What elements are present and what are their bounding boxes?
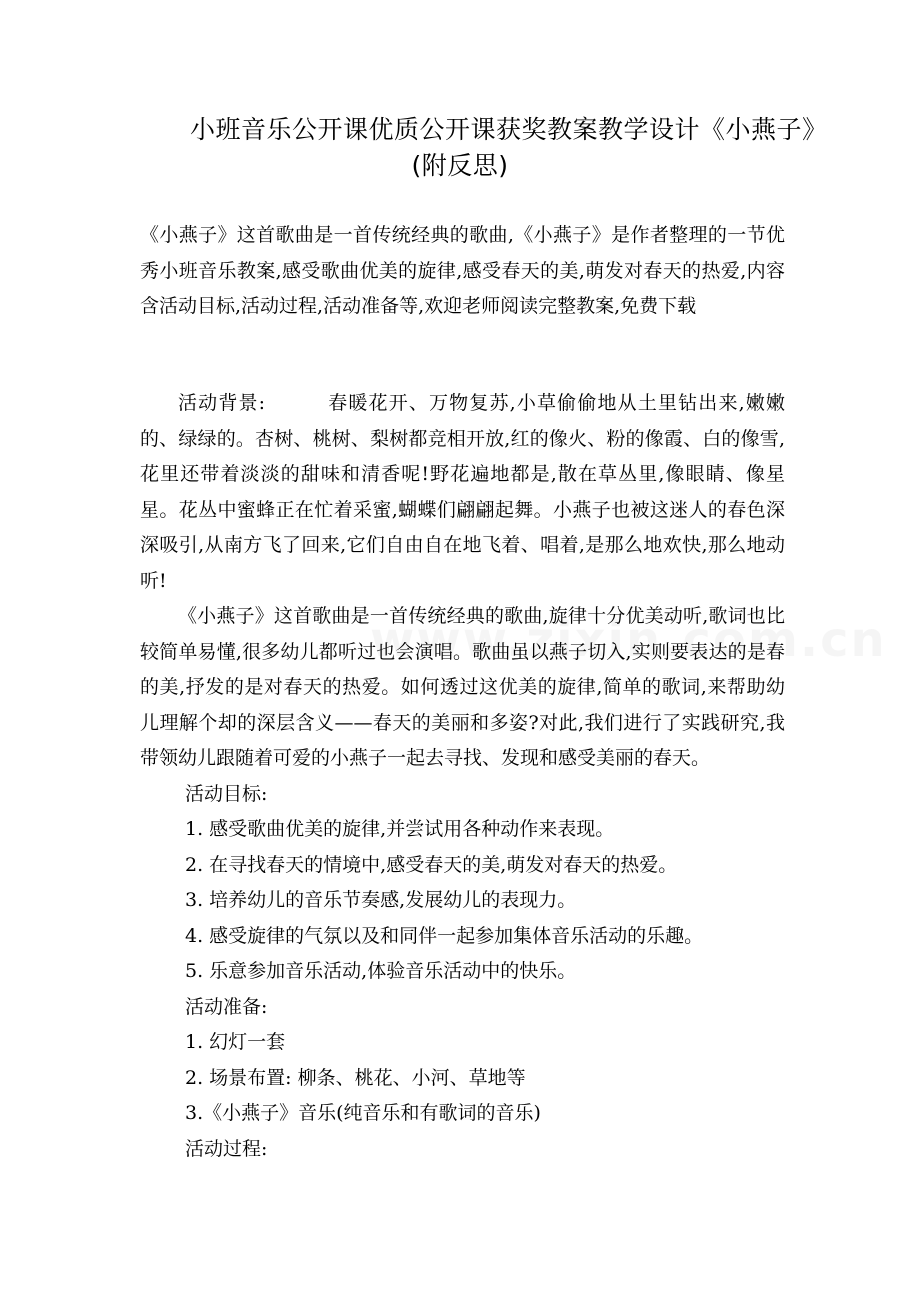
goal-item: 4. 感受旋律的气氛以及和同伴一起参加集体音乐活动的乐趣。 xyxy=(185,924,704,947)
intro-section xyxy=(140,218,785,325)
intro-paragraph: 《小燕子》这首歌曲是一首传统经典的歌曲,《小燕子》是作者整理的一节优秀小班音乐教案,感受歌曲优美的旋律,感受春天的美,萌发对春天的热爱,内容含活动目标,活动过程,活动准备等,欢迎老师阅读完整教案,免费下载 xyxy=(140,224,785,317)
goal-item: 2. 在寻找春天的情境中,感受春天的美,萌发对春天的热爱。 xyxy=(185,853,678,876)
watermark xyxy=(370,612,887,668)
process-heading: 活动过程: xyxy=(185,1137,268,1160)
background-text: 春暖花开、万物复苏,小草偷偷地从土里钻出来,嫩嫩的、绿绿的。杏树、桃树、梨树都竞相开放,红的像火、粉的像霞、白的像雪,花里还带着淡淡的甜味和清香呢!野花遍地都是,散在草丛里,像眼睛、像星星。花丛中蜜蜂正在忙着采蜜,蝴蝶们翩翩起舞。小燕子也被这迷人的春色深深吸引,从南方飞了回来,它们自由自在地飞着、唱着,是那么地欢快,那么地动听! xyxy=(140,392,785,592)
title-line-1: 小班音乐公开课优质公开课获奖教案教学设计《小燕子》 xyxy=(190,115,828,144)
goal-item: 5. 乐意参加音乐活动,体验音乐活动中的快乐。 xyxy=(185,960,577,982)
goals-heading: 活动目标: xyxy=(185,782,268,805)
prep-item: 1. 幻灯一套 xyxy=(185,1031,286,1053)
goal-item: 3. 培养幼儿的音乐节奏感,发展幼儿的表现力。 xyxy=(185,889,577,911)
prep-heading: 活动准备: xyxy=(185,995,268,1018)
goal-item: 1. 感受歌曲优美的旋律,并尝试用各种动作来表现。 xyxy=(185,818,615,840)
song-paragraph: 《小燕子》这首歌曲是一首传统经典的歌曲,旋律十分优美动听,歌词也比较简单易懂,很多幼儿都听过也会演唱。歌曲虽以燕子切入,实则要表达的是春的美,抒发的是对春天的热爱。如何透过这优美的旋律,简单的歌词,来帮助幼儿理解个却的深层含义——春天的美丽和多姿?对此,我们进行了实践研究,我带领幼儿跟随着可爱的小燕子一起去寻找、发现和感受美丽的春天。 xyxy=(140,605,785,769)
main-section xyxy=(140,386,785,1167)
title-line-2: (附反思) xyxy=(411,151,509,180)
background-paragraph xyxy=(140,386,785,599)
document-title xyxy=(120,112,828,184)
background-label: 活动背景: xyxy=(178,392,266,414)
prep-item: 2. 场景布置: 柳条、桃花、小河、草地等 xyxy=(185,1066,526,1089)
prep-item: 3.《小燕子》音乐(纯音乐和有歌词的音乐) xyxy=(185,1102,541,1124)
